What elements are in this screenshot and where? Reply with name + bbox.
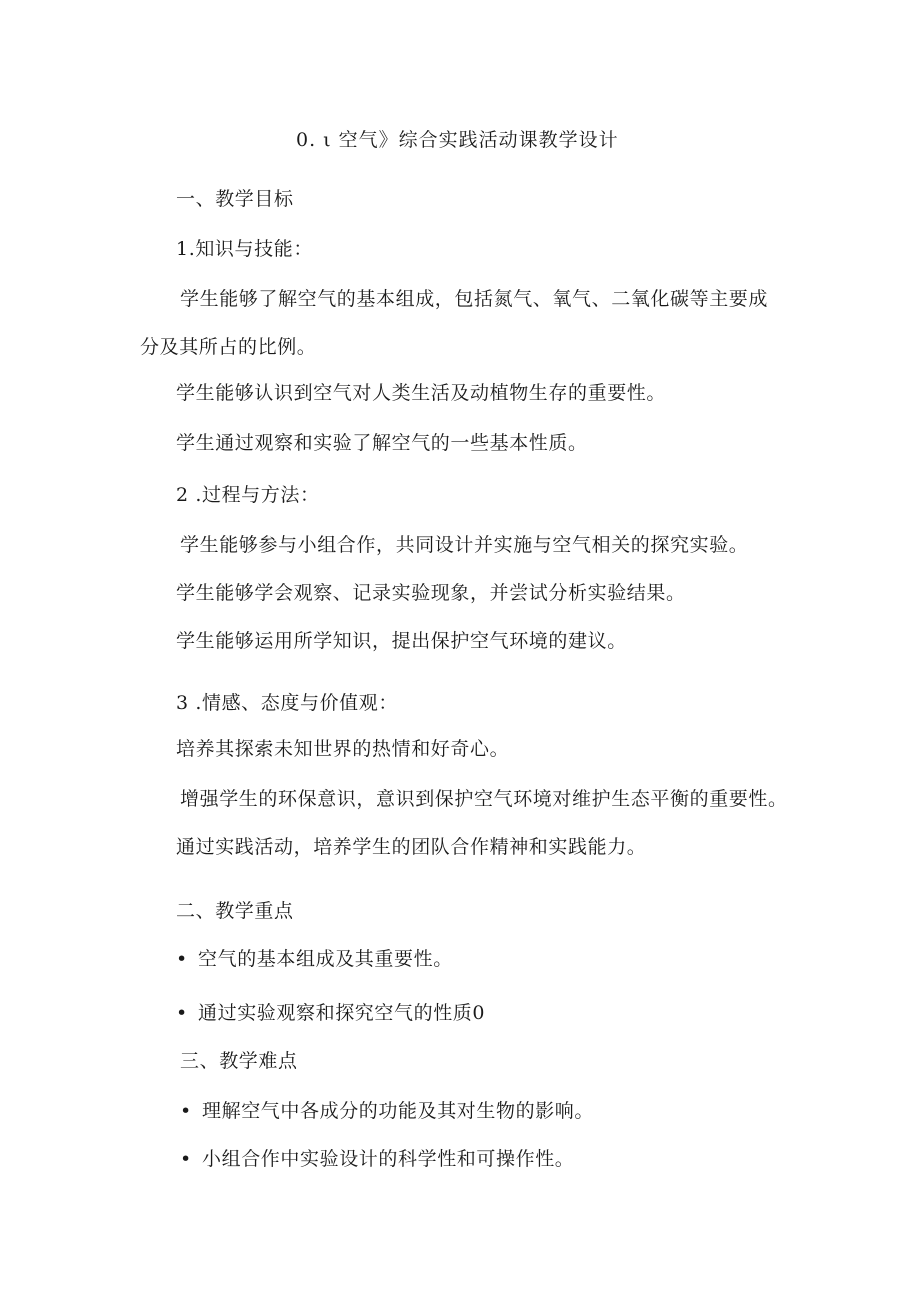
bullet-icon: • bbox=[176, 1002, 188, 1024]
section-heading-goals: 一、教学目标 bbox=[176, 188, 294, 210]
bullet-icon: • bbox=[176, 948, 188, 970]
bullet-list-item bbox=[180, 1098, 594, 1124]
list-item-text: 小组合作中实验设计的科学性和可操作性。 bbox=[202, 1148, 575, 1170]
paragraph-line: 分及其所占的比例。 bbox=[140, 336, 317, 358]
paragraph: 通过实践活动，培养学生的团队合作精神和实践能力。 bbox=[176, 836, 647, 858]
paragraph: 增强学生的环保意识，意识到保护空气环境对维护生态平衡的重要性。 bbox=[180, 788, 788, 810]
paragraph: 培养其探索未知世界的热情和好奇心。 bbox=[176, 738, 510, 760]
subheading-emotion: 3 .情感、态度与价值观： bbox=[176, 692, 398, 714]
bullet-list-item bbox=[180, 1146, 574, 1172]
paragraph-line: 学生能够了解空气的基本组成，包括氮气、氧气、二氧化碳等主要成 bbox=[180, 288, 769, 310]
subheading-knowledge: 1.知识与技能： bbox=[176, 238, 313, 260]
section-heading-difficulties: 三、教学难点 bbox=[180, 1050, 298, 1072]
bullet-icon: • bbox=[180, 1148, 192, 1170]
section-heading-key-points: 二、教学重点 bbox=[176, 900, 294, 922]
bullet-list-item bbox=[176, 946, 453, 972]
paragraph: 学生能够学会观察、记录实验现象，并尝试分析实验结果。 bbox=[176, 582, 686, 604]
list-item-text: 通过实验观察和探究空气的性质0 bbox=[198, 1002, 486, 1024]
paragraph: 学生通过观察和实验了解空气的一些基本性质。 bbox=[176, 432, 588, 454]
bullet-icon: • bbox=[180, 1100, 192, 1122]
list-item-text: 理解空气中各成分的功能及其对生物的影响。 bbox=[202, 1100, 595, 1122]
document-title: 0. ι 空气》综合实践活动课教学设计 bbox=[296, 129, 619, 151]
subheading-process: 2 .过程与方法： bbox=[176, 484, 320, 506]
list-item-text: 空气的基本组成及其重要性。 bbox=[198, 948, 453, 970]
paragraph: 学生能够认识到空气对人类生活及动植物生存的重要性。 bbox=[176, 382, 667, 404]
paragraph: 学生能够运用所学知识，提出保护空气环境的建议。 bbox=[176, 630, 627, 652]
paragraph: 学生能够参与小组合作，共同设计并实施与空气相关的探究实验。 bbox=[180, 534, 749, 556]
bullet-list-item bbox=[176, 1000, 485, 1026]
